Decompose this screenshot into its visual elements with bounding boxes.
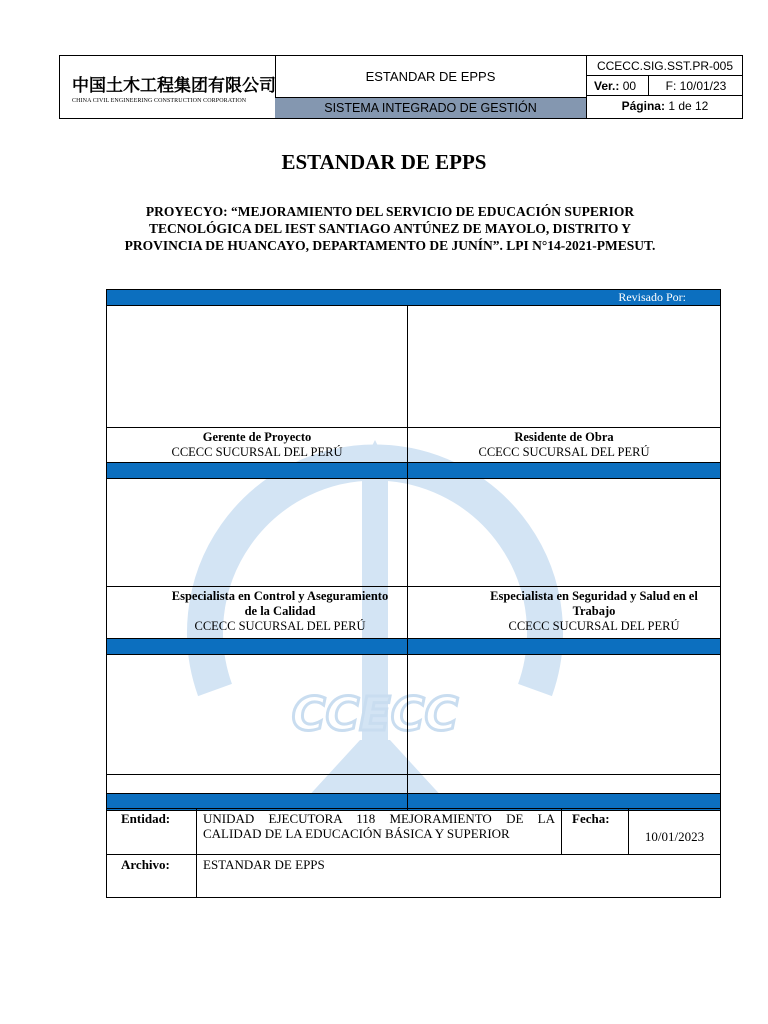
page-cell xyxy=(587,96,743,116)
file-row xyxy=(107,855,720,897)
document-title: ESTANDAR DE EPPS xyxy=(281,150,487,174)
role-cell xyxy=(107,587,408,638)
project-description: PROYECYO: “MEJORAMIENTO DEL SERVICIO DE EDUCACIÓN SUPERIOR TECNOLÓGICA DEL IEST SANTIAGO ANTÚNEZ DE MAYOLO, DISTRITO Y PROVINCIA DE HUANCAYO, DEPARTAMENTO DE JUNÍN”. LPI N°14-2021-PMESUT. xyxy=(124,204,656,253)
entity-label: Entidad: xyxy=(107,809,197,854)
role-cell xyxy=(408,428,720,462)
role-title: Residente de Obra xyxy=(514,430,614,444)
document-code: CCECC.SIG.SST.PR-005 xyxy=(587,56,743,76)
signature-space xyxy=(107,306,408,427)
version-value: 00 xyxy=(622,79,637,93)
empty-cell xyxy=(408,775,720,793)
role-title: Especialista en Seguridad y Salud en el Trabajo xyxy=(490,589,698,618)
version-label: Ver.: xyxy=(594,79,620,93)
role-cell xyxy=(408,587,720,638)
role-org: CCECC SUCURSAL DEL PERÚ xyxy=(194,619,366,633)
entity-row xyxy=(107,809,720,855)
signature-space xyxy=(408,306,720,427)
entity-value: UNIDAD EJECUTORA 118 MEJORAMIENTO DE LA CALIDAD DE LA EDUCACIÓN BÁSICA Y SUPERIOR xyxy=(197,809,562,854)
signature-space-row xyxy=(107,479,720,587)
date-cell xyxy=(649,76,743,95)
version-cell xyxy=(587,76,649,95)
company-name-en: CHINA CIVIL ENGINEERING CONSTRUCTION CORPORATION xyxy=(72,97,247,104)
header-title: ESTANDAR DE EPPS xyxy=(275,56,586,98)
section-band xyxy=(107,639,720,655)
signature-space-row xyxy=(107,306,720,428)
header-date-value: 10/01/23 xyxy=(679,79,727,93)
role-title: Gerente de Proyecto xyxy=(202,430,312,444)
document-header xyxy=(59,55,743,119)
entity-date-label: Fecha: xyxy=(562,809,629,854)
role-title: Especialista en Control y Aseguramiento de la Calidad xyxy=(171,589,389,618)
role-org: CCECC SUCURSAL DEL PERÚ xyxy=(508,619,680,633)
role-org: CCECC SUCURSAL DEL PERÚ xyxy=(171,445,343,459)
page-value: 1 de 12 xyxy=(668,99,709,113)
section-band xyxy=(107,463,720,479)
role-cell xyxy=(107,428,408,462)
company-name-cn: 中国土木工程集团有限公司 xyxy=(72,75,276,96)
role-org: CCECC SUCURSAL DEL PERÚ xyxy=(478,445,650,459)
file-label: Archivo: xyxy=(107,855,197,897)
header-system: SISTEMA INTEGRADO DE GESTIÓN xyxy=(275,98,586,118)
watermark-text: CCECC xyxy=(291,687,459,741)
signature-space-row xyxy=(107,655,720,775)
header-date-label: F: xyxy=(665,79,677,93)
signature-space xyxy=(107,655,408,774)
signature-space xyxy=(408,479,720,586)
signature-table xyxy=(106,289,721,811)
file-value: ESTANDAR DE EPPS xyxy=(203,857,325,872)
reviewed-by-band xyxy=(107,290,720,306)
reviewed-by-label: Revisado Por: xyxy=(618,290,686,304)
role-row xyxy=(107,428,720,463)
signature-space xyxy=(107,479,408,586)
empty-cell xyxy=(107,775,408,793)
signature-space xyxy=(408,655,720,774)
page-label: Página: xyxy=(621,99,665,113)
role-row xyxy=(107,587,720,639)
entity-date-value: 10/01/2023 xyxy=(644,829,705,844)
entity-table xyxy=(106,808,721,898)
company-logo xyxy=(60,56,276,118)
empty-role-row xyxy=(107,775,720,794)
